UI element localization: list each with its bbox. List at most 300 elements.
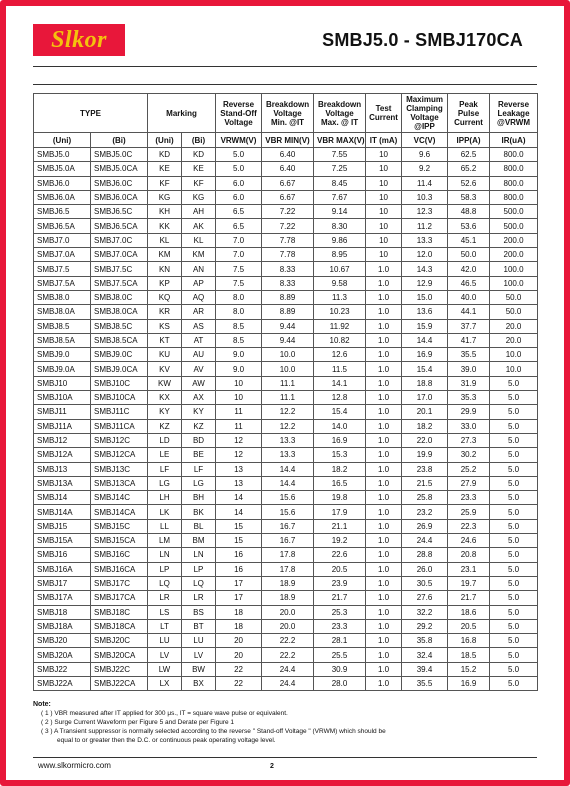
cell-marking-bi: AN <box>182 262 216 276</box>
cell-marking-bi: LP <box>182 562 216 576</box>
cell-test-current: 1.0 <box>366 290 402 304</box>
cell-test-current: 1.0 <box>366 305 402 319</box>
cell-vbr-min: 12.2 <box>262 405 314 419</box>
cell-type-uni: SMBJ7.5A <box>34 276 91 290</box>
cell-marking-bi: KG <box>182 190 216 204</box>
cell-type-bi: SMBJ18CA <box>91 619 148 633</box>
cell-marking-uni: KV <box>148 362 182 376</box>
cell-vbr-max: 15.4 <box>314 405 366 419</box>
cell-vbr-min: 16.7 <box>262 534 314 548</box>
cell-vbr-max: 10.82 <box>314 333 366 347</box>
cell-marking-uni: KQ <box>148 290 182 304</box>
cell-marking-uni: LF <box>148 462 182 476</box>
cell-marking-bi: BH <box>182 491 216 505</box>
cell-marking-uni: LQ <box>148 576 182 590</box>
cell-marking-uni: KS <box>148 319 182 333</box>
table-row <box>34 348 538 362</box>
cell-ipp: 41.7 <box>448 333 490 347</box>
cell-type-uni: SMBJ14A <box>34 505 91 519</box>
cell-vrwm: 8.5 <box>216 319 262 333</box>
cell-marking-uni: KZ <box>148 419 182 433</box>
cell-vrwm: 13 <box>216 476 262 490</box>
cell-type-uni: SMBJ10A <box>34 391 91 405</box>
footer-url[interactable]: www.slkormicro.com <box>38 761 111 770</box>
cell-marking-bi: AQ <box>182 290 216 304</box>
cell-vbr-min: 8.89 <box>262 290 314 304</box>
table-row <box>34 190 538 204</box>
cell-vc: 20.1 <box>402 405 448 419</box>
cell-ir: 5.0 <box>490 676 538 690</box>
cell-vbr-max: 20.5 <box>314 562 366 576</box>
cell-ipp: 25.2 <box>448 462 490 476</box>
cell-ipp: 58.3 <box>448 190 490 204</box>
cell-test-current: 1.0 <box>366 419 402 433</box>
cell-marking-uni: LV <box>148 648 182 662</box>
cell-vrwm: 7.5 <box>216 262 262 276</box>
cell-vc: 9.6 <box>402 148 448 162</box>
table-row <box>34 662 538 676</box>
cell-type-bi: SMBJ17CA <box>91 591 148 605</box>
cell-ir: 800.0 <box>490 190 538 204</box>
cell-type-uni: SMBJ8.5 <box>34 319 91 333</box>
cell-type-uni: SMBJ16 <box>34 548 91 562</box>
cell-vc: 21.5 <box>402 476 448 490</box>
cell-vbr-min: 6.40 <box>262 162 314 176</box>
cell-marking-bi: AP <box>182 276 216 290</box>
cell-test-current: 1.0 <box>366 348 402 362</box>
cell-vc: 25.8 <box>402 491 448 505</box>
table-row <box>34 491 538 505</box>
cell-vc: 23.2 <box>402 505 448 519</box>
cell-test-current: 1.0 <box>366 676 402 690</box>
cell-marking-bi: AX <box>182 391 216 405</box>
cell-vrwm: 10 <box>216 391 262 405</box>
cell-ipp: 45.1 <box>448 233 490 247</box>
cell-vc: 12.3 <box>402 205 448 219</box>
cell-vrwm: 7.0 <box>216 233 262 247</box>
cell-ipp: 46.5 <box>448 276 490 290</box>
subheader-vbr-max: VBR MAX(V) <box>314 133 366 148</box>
cell-marking-uni: KY <box>148 405 182 419</box>
subheader-ir: IR(uA) <box>490 133 538 148</box>
cell-vrwm: 9.0 <box>216 348 262 362</box>
cell-ir: 20.0 <box>490 319 538 333</box>
cell-vbr-max: 19.2 <box>314 534 366 548</box>
cell-ipp: 22.3 <box>448 519 490 533</box>
table-row <box>34 505 538 519</box>
cell-vrwm: 6.0 <box>216 190 262 204</box>
cell-vbr-max: 28.0 <box>314 676 366 690</box>
subheader-uni-marking: (Uni) <box>148 133 182 148</box>
cell-vrwm: 12 <box>216 433 262 447</box>
cell-marking-uni: LN <box>148 548 182 562</box>
cell-ir: 100.0 <box>490 262 538 276</box>
cell-ir: 5.0 <box>490 462 538 476</box>
cell-test-current: 10 <box>366 162 402 176</box>
cell-test-current: 1.0 <box>366 376 402 390</box>
cell-ir: 10.0 <box>490 348 538 362</box>
cell-type-bi: SMBJ7.5C <box>91 262 148 276</box>
cell-vbr-max: 19.8 <box>314 491 366 505</box>
cell-vrwm: 12 <box>216 448 262 462</box>
cell-marking-bi: BE <box>182 448 216 462</box>
cell-test-current: 1.0 <box>366 262 402 276</box>
cell-ir: 800.0 <box>490 162 538 176</box>
cell-vc: 16.9 <box>402 348 448 362</box>
cell-marking-bi: AW <box>182 376 216 390</box>
cell-ipp: 18.6 <box>448 605 490 619</box>
cell-vbr-min: 9.44 <box>262 319 314 333</box>
cell-vrwm: 8.5 <box>216 333 262 347</box>
cell-type-uni: SMBJ20A <box>34 648 91 662</box>
cell-vbr-max: 11.3 <box>314 290 366 304</box>
cell-vbr-min: 8.33 <box>262 262 314 276</box>
table-row <box>34 376 538 390</box>
cell-test-current: 1.0 <box>366 519 402 533</box>
cell-vc: 15.4 <box>402 362 448 376</box>
cell-vrwm: 17 <box>216 576 262 590</box>
cell-ir: 5.0 <box>490 648 538 662</box>
cell-marking-uni: KP <box>148 276 182 290</box>
col-breakdown-max: Breakdown Voltage Max. @ IT <box>314 94 366 133</box>
cell-vbr-min: 8.89 <box>262 305 314 319</box>
table-row <box>34 362 538 376</box>
cell-ipp: 53.6 <box>448 219 490 233</box>
cell-test-current: 1.0 <box>366 619 402 633</box>
cell-marking-uni: LG <box>148 476 182 490</box>
cell-marking-uni: KK <box>148 219 182 233</box>
cell-vbr-max: 25.5 <box>314 648 366 662</box>
cell-type-bi: SMBJ15CA <box>91 534 148 548</box>
cell-marking-uni: LL <box>148 519 182 533</box>
spec-table <box>33 93 538 691</box>
table-row <box>34 605 538 619</box>
cell-type-uni: SMBJ17 <box>34 576 91 590</box>
subheader-vbr-min: VBR MIN(V) <box>262 133 314 148</box>
cell-marking-bi: AR <box>182 305 216 319</box>
col-peak-current: Peak Pulse Current <box>448 94 490 133</box>
cell-vrwm: 6.0 <box>216 176 262 190</box>
subheader-bi-marking: (Bi) <box>182 133 216 148</box>
cell-vbr-max: 9.14 <box>314 205 366 219</box>
cell-type-bi: SMBJ14CA <box>91 505 148 519</box>
cell-marking-bi: BM <box>182 534 216 548</box>
cell-vrwm: 6.5 <box>216 219 262 233</box>
cell-test-current: 1.0 <box>366 662 402 676</box>
cell-marking-uni: KD <box>148 148 182 162</box>
cell-marking-uni: LU <box>148 634 182 648</box>
cell-type-uni: SMBJ14 <box>34 491 91 505</box>
cell-test-current: 1.0 <box>366 548 402 562</box>
cell-ipp: 39.0 <box>448 362 490 376</box>
cell-vrwm: 18 <box>216 605 262 619</box>
cell-vbr-min: 12.2 <box>262 419 314 433</box>
cell-ir: 5.0 <box>490 576 538 590</box>
cell-type-bi: SMBJ7.0C <box>91 233 148 247</box>
cell-type-uni: SMBJ16A <box>34 562 91 576</box>
cell-vbr-min: 17.8 <box>262 562 314 576</box>
cell-marking-bi: KF <box>182 176 216 190</box>
cell-type-bi: SMBJ6.0C <box>91 176 148 190</box>
cell-vrwm: 10 <box>216 376 262 390</box>
cell-type-bi: SMBJ18C <box>91 605 148 619</box>
cell-test-current: 1.0 <box>366 576 402 590</box>
cell-vc: 26.9 <box>402 519 448 533</box>
cell-vc: 35.8 <box>402 634 448 648</box>
table-row <box>34 591 538 605</box>
cell-ir: 5.0 <box>490 534 538 548</box>
cell-vbr-min: 14.4 <box>262 462 314 476</box>
cell-ir: 5.0 <box>490 634 538 648</box>
cell-vbr-max: 9.86 <box>314 233 366 247</box>
cell-vbr-min: 6.67 <box>262 190 314 204</box>
cell-vc: 15.9 <box>402 319 448 333</box>
cell-vbr-max: 9.58 <box>314 276 366 290</box>
cell-marking-uni: KH <box>148 205 182 219</box>
cell-ipp: 20.5 <box>448 619 490 633</box>
cell-marking-uni: LH <box>148 491 182 505</box>
cell-test-current: 1.0 <box>366 491 402 505</box>
cell-vbr-max: 11.92 <box>314 319 366 333</box>
cell-type-uni: SMBJ22 <box>34 662 91 676</box>
cell-ipp: 35.3 <box>448 391 490 405</box>
cell-type-bi: SMBJ16C <box>91 548 148 562</box>
cell-ir: 20.0 <box>490 333 538 347</box>
header-rule-top <box>33 66 537 67</box>
cell-marking-bi: AV <box>182 362 216 376</box>
cell-marking-uni: KT <box>148 333 182 347</box>
cell-type-bi: SMBJ16CA <box>91 562 148 576</box>
cell-type-uni: SMBJ8.0 <box>34 290 91 304</box>
cell-marking-bi: BK <box>182 505 216 519</box>
cell-ir: 5.0 <box>490 433 538 447</box>
cell-marking-bi: KM <box>182 248 216 262</box>
cell-type-uni: SMBJ11 <box>34 405 91 419</box>
cell-vbr-max: 17.9 <box>314 505 366 519</box>
cell-ipp: 62.5 <box>448 148 490 162</box>
cell-vrwm: 20 <box>216 634 262 648</box>
cell-vbr-min: 24.4 <box>262 662 314 676</box>
cell-marking-bi: KZ <box>182 419 216 433</box>
table-row <box>34 562 538 576</box>
cell-test-current: 10 <box>366 205 402 219</box>
cell-test-current: 1.0 <box>366 562 402 576</box>
cell-test-current: 10 <box>366 219 402 233</box>
table-row <box>34 576 538 590</box>
cell-vbr-min: 20.0 <box>262 605 314 619</box>
table-row <box>34 262 538 276</box>
cell-vrwm: 15 <box>216 534 262 548</box>
cell-vbr-min: 14.4 <box>262 476 314 490</box>
cell-marking-uni: KR <box>148 305 182 319</box>
cell-vc: 12.0 <box>402 248 448 262</box>
cell-ir: 5.0 <box>490 548 538 562</box>
cell-type-bi: SMBJ13CA <box>91 476 148 490</box>
cell-ipp: 35.5 <box>448 348 490 362</box>
cell-type-uni: SMBJ18 <box>34 605 91 619</box>
table-row <box>34 634 538 648</box>
table-row <box>34 276 538 290</box>
cell-marking-uni: LX <box>148 676 182 690</box>
table-row <box>34 405 538 419</box>
cell-vc: 24.4 <box>402 534 448 548</box>
cell-vc: 39.4 <box>402 662 448 676</box>
cell-vrwm: 5.0 <box>216 148 262 162</box>
cell-test-current: 1.0 <box>366 276 402 290</box>
cell-vbr-min: 7.22 <box>262 205 314 219</box>
cell-ir: 200.0 <box>490 248 538 262</box>
cell-marking-uni: LW <box>148 662 182 676</box>
cell-marking-bi: KD <box>182 148 216 162</box>
cell-marking-uni: KM <box>148 248 182 262</box>
cell-type-bi: SMBJ12CA <box>91 448 148 462</box>
table-row <box>34 391 538 405</box>
cell-marking-uni: KX <box>148 391 182 405</box>
cell-vrwm: 22 <box>216 676 262 690</box>
cell-type-uni: SMBJ22A <box>34 676 91 690</box>
cell-vc: 30.5 <box>402 576 448 590</box>
cell-marking-bi: LN <box>182 548 216 562</box>
cell-vrwm: 16 <box>216 548 262 562</box>
cell-ir: 5.0 <box>490 505 538 519</box>
cell-ipp: 27.3 <box>448 433 490 447</box>
cell-vrwm: 8.0 <box>216 305 262 319</box>
cell-type-bi: SMBJ6.0CA <box>91 190 148 204</box>
cell-marking-uni: LS <box>148 605 182 619</box>
cell-ipp: 23.1 <box>448 562 490 576</box>
cell-type-bi: SMBJ20C <box>91 634 148 648</box>
cell-type-uni: SMBJ13A <box>34 476 91 490</box>
table-row <box>34 319 538 333</box>
cell-ipp: 65.2 <box>448 162 490 176</box>
cell-type-bi: SMBJ12C <box>91 433 148 447</box>
cell-marking-bi: AS <box>182 319 216 333</box>
cell-type-bi: SMBJ11CA <box>91 419 148 433</box>
cell-vc: 17.0 <box>402 391 448 405</box>
cell-vc: 19.9 <box>402 448 448 462</box>
cell-type-uni: SMBJ15A <box>34 534 91 548</box>
cell-ir: 5.0 <box>490 662 538 676</box>
cell-vrwm: 5.0 <box>216 162 262 176</box>
cell-type-uni: SMBJ11A <box>34 419 91 433</box>
cell-vbr-min: 7.22 <box>262 219 314 233</box>
cell-vbr-min: 15.6 <box>262 491 314 505</box>
cell-vbr-max: 14.1 <box>314 376 366 390</box>
table-body <box>34 148 538 691</box>
cell-vbr-max: 14.0 <box>314 419 366 433</box>
cell-ipp: 48.8 <box>448 205 490 219</box>
cell-vbr-min: 11.1 <box>262 376 314 390</box>
table-row <box>34 248 538 262</box>
cell-vbr-max: 8.45 <box>314 176 366 190</box>
cell-vbr-max: 8.95 <box>314 248 366 262</box>
cell-type-uni: SMBJ9.0A <box>34 362 91 376</box>
cell-marking-bi: LF <box>182 462 216 476</box>
cell-type-bi: SMBJ5.0C <box>91 148 148 162</box>
cell-ir: 800.0 <box>490 148 538 162</box>
table-row <box>34 548 538 562</box>
cell-ipp: 52.6 <box>448 176 490 190</box>
cell-marking-uni: LP <box>148 562 182 576</box>
cell-vbr-min: 22.2 <box>262 634 314 648</box>
cell-vc: 15.0 <box>402 290 448 304</box>
cell-ir: 800.0 <box>490 176 538 190</box>
table-row <box>34 476 538 490</box>
table-row <box>34 462 538 476</box>
cell-vbr-min: 9.44 <box>262 333 314 347</box>
cell-type-bi: SMBJ10C <box>91 376 148 390</box>
cell-marking-uni: LE <box>148 448 182 462</box>
cell-type-bi: SMBJ8.0C <box>91 290 148 304</box>
cell-type-uni: SMBJ17A <box>34 591 91 605</box>
cell-marking-bi: BX <box>182 676 216 690</box>
cell-test-current: 10 <box>366 148 402 162</box>
cell-vbr-max: 7.25 <box>314 162 366 176</box>
col-breakdown-min: Breakdown Voltage Min. @IT <box>262 94 314 133</box>
cell-test-current: 10 <box>366 190 402 204</box>
cell-vbr-max: 18.2 <box>314 462 366 476</box>
cell-type-uni: SMBJ18A <box>34 619 91 633</box>
cell-test-current: 1.0 <box>366 362 402 376</box>
cell-vc: 9.2 <box>402 162 448 176</box>
cell-ir: 5.0 <box>490 619 538 633</box>
page-number: 2 <box>270 763 274 770</box>
cell-ipp: 16.9 <box>448 676 490 690</box>
cell-vbr-max: 8.30 <box>314 219 366 233</box>
cell-marking-bi: LQ <box>182 576 216 590</box>
cell-vrwm: 13 <box>216 462 262 476</box>
table-row <box>34 619 538 633</box>
cell-vc: 35.5 <box>402 676 448 690</box>
cell-type-uni: SMBJ6.5A <box>34 219 91 233</box>
table-row <box>34 676 538 690</box>
cell-vbr-max: 7.55 <box>314 148 366 162</box>
cell-vbr-max: 10.67 <box>314 262 366 276</box>
cell-ipp: 37.7 <box>448 319 490 333</box>
notes-title: Note: <box>33 701 51 708</box>
cell-marking-bi: LG <box>182 476 216 490</box>
footer-rule <box>33 757 537 758</box>
cell-marking-bi: KY <box>182 405 216 419</box>
notes-section <box>33 700 537 745</box>
table-row <box>34 333 538 347</box>
table-row <box>34 534 538 548</box>
table-row <box>34 648 538 662</box>
col-standoff: Reverse Stand-Off Voltage <box>216 94 262 133</box>
cell-vbr-min: 6.67 <box>262 176 314 190</box>
cell-vbr-min: 22.2 <box>262 648 314 662</box>
cell-test-current: 1.0 <box>366 648 402 662</box>
cell-test-current: 1.0 <box>366 433 402 447</box>
cell-vbr-max: 10.23 <box>314 305 366 319</box>
subheader-vrwm: VRWM(V) <box>216 133 262 148</box>
cell-marking-bi: AU <box>182 348 216 362</box>
cell-vbr-min: 7.78 <box>262 248 314 262</box>
cell-test-current: 10 <box>366 176 402 190</box>
cell-vc: 11.4 <box>402 176 448 190</box>
cell-vbr-max: 16.5 <box>314 476 366 490</box>
cell-ir: 5.0 <box>490 562 538 576</box>
cell-vbr-max: 25.3 <box>314 605 366 619</box>
cell-marking-bi: BW <box>182 662 216 676</box>
cell-ir: 5.0 <box>490 519 538 533</box>
cell-ir: 200.0 <box>490 233 538 247</box>
cell-vbr-min: 8.33 <box>262 276 314 290</box>
table-row <box>34 148 538 162</box>
table-row <box>34 419 538 433</box>
cell-vrwm: 8.0 <box>216 290 262 304</box>
cell-type-bi: SMBJ17C <box>91 576 148 590</box>
